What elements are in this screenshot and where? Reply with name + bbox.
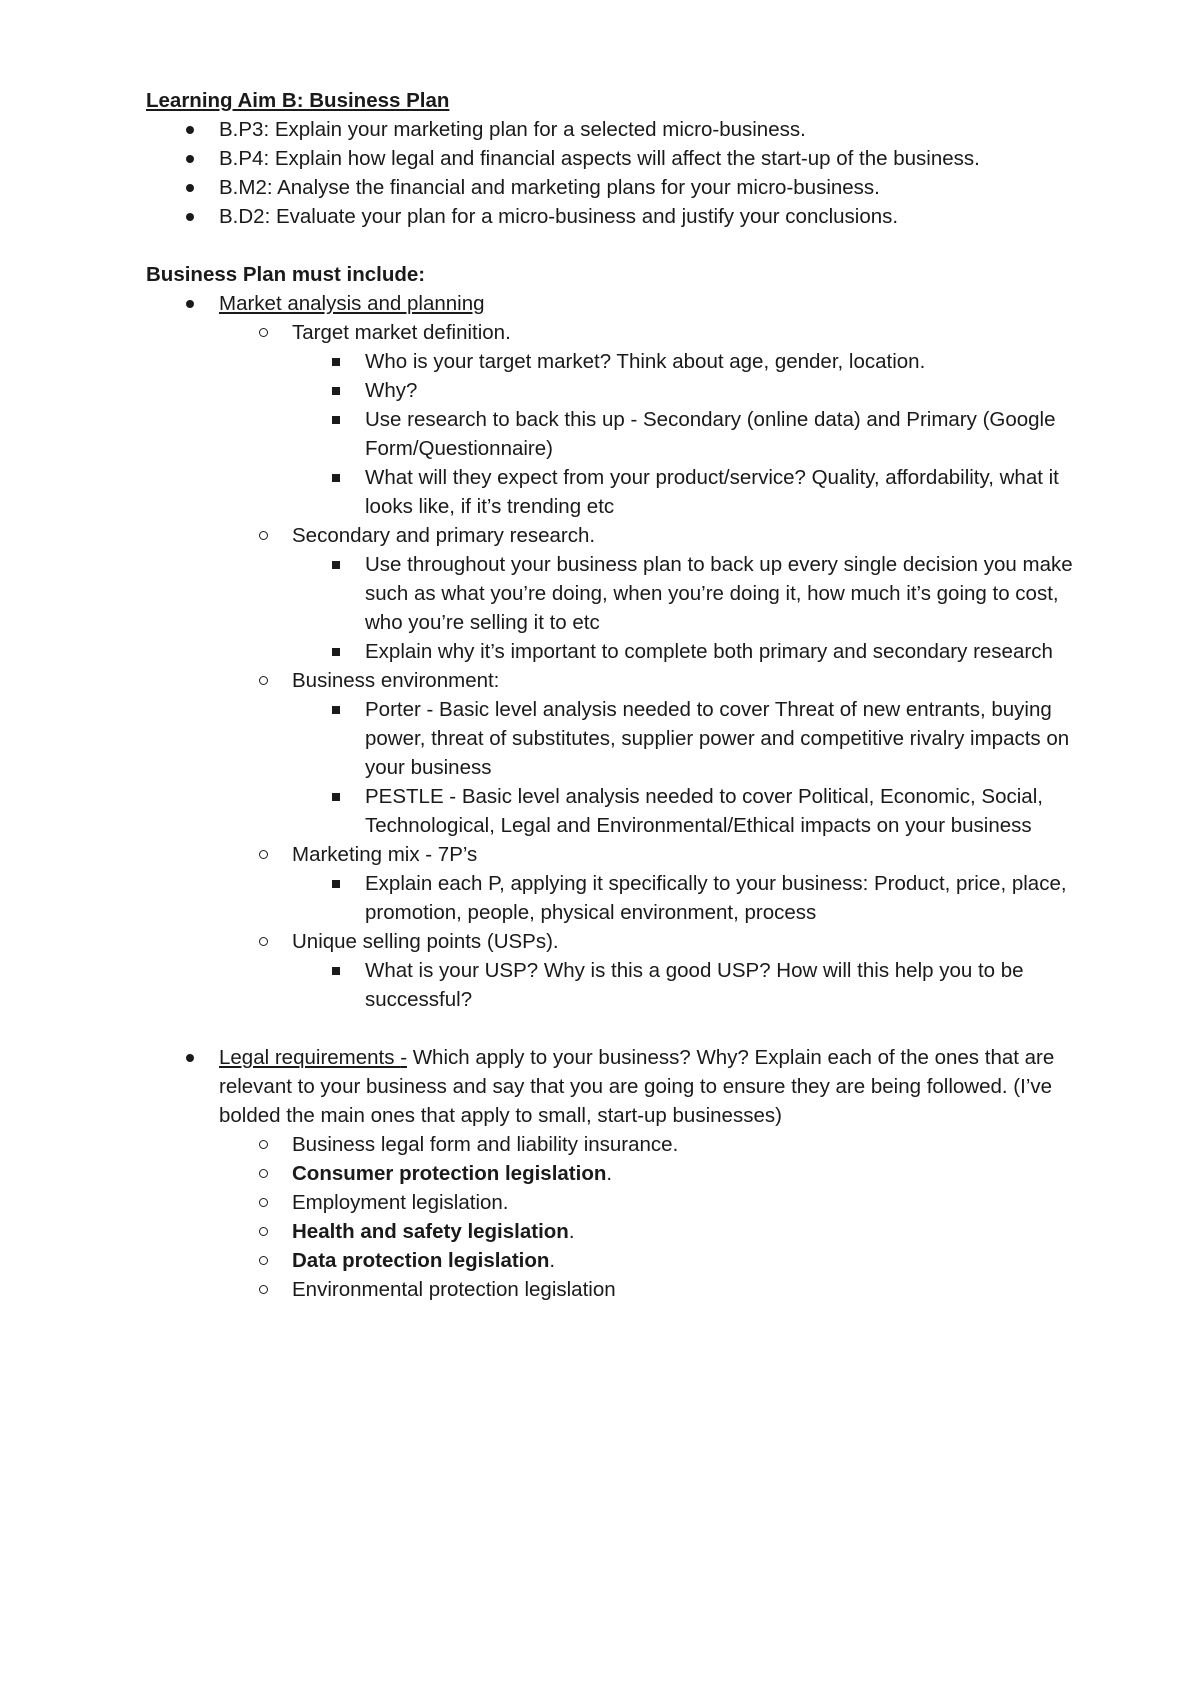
environment-point-text: Porter - Basic level analysis needed to cover Threat of new entrants, buying power, threat of substitutes, supplier power and competitive rivalry impacts on your business	[365, 698, 1070, 779]
bullet-circle-icon	[255, 1188, 271, 1217]
environment-item	[146, 666, 1076, 695]
target-point-text: Why?	[365, 379, 418, 402]
bullet-circle-icon	[255, 1246, 271, 1275]
legal-item-suffix: .	[606, 1162, 613, 1185]
target-point	[146, 347, 1076, 376]
research-point	[146, 637, 1076, 666]
bullet-square-icon	[328, 869, 344, 898]
bullet-circle-icon	[255, 666, 271, 695]
mix-point	[146, 869, 1076, 927]
aim-item	[146, 202, 1076, 231]
mix-item	[146, 840, 1076, 869]
bullet-square-icon	[328, 463, 344, 492]
environment-point-text: PESTLE - Basic level analysis needed to cover Political, Economic, Social, Technological, Legal and Environmental/Ethical impacts on your business	[365, 785, 1043, 837]
research-item	[146, 521, 1076, 550]
target-point-text: Who is your target market? Think about age, gender, location.	[365, 350, 926, 373]
plan-title: Business Plan must include:	[146, 263, 426, 286]
legal-item-text: Business legal form and liability insurance.	[292, 1133, 679, 1156]
bullet-square-icon	[328, 782, 344, 811]
legal-item	[146, 1130, 1076, 1159]
aim-item	[146, 144, 1076, 173]
target-point-text: What will they expect from your product/service? Quality, affordability, what it looks like, if it’s trending etc	[365, 466, 1059, 518]
usp-point	[146, 956, 1076, 1014]
bullet-dot-icon	[182, 173, 198, 202]
research-label: Secondary and primary research.	[292, 524, 596, 547]
aim-item	[146, 173, 1076, 202]
legal-label: Legal requirements	[219, 1046, 401, 1069]
mix-label: Marketing mix - 7P’s	[292, 843, 478, 866]
market-section	[146, 289, 1076, 318]
legal-item	[146, 1217, 1076, 1246]
legal-item	[146, 1246, 1076, 1275]
legal-item-suffix: .	[568, 1220, 575, 1243]
target-point	[146, 376, 1076, 405]
bullet-square-icon	[328, 956, 344, 985]
usp-label: Unique selling points (USPs).	[292, 930, 559, 953]
aim-item	[146, 115, 1076, 144]
bullet-square-icon	[328, 550, 344, 579]
aim-item-text: B.M2: Analyse the financial and marketing plans for your micro-business.	[219, 176, 880, 199]
aim-title: Learning Aim B: Business Plan	[146, 89, 450, 112]
document-page	[146, 86, 1076, 1304]
aim-item-text: B.P4: Explain how legal and financial aspects will affect the start-up of the business.	[219, 147, 980, 170]
spacer	[146, 231, 1076, 260]
legal-item	[146, 1188, 1076, 1217]
legal-section	[146, 1043, 1076, 1130]
bullet-dot-icon	[182, 1043, 198, 1072]
legal-item-text: Environmental protection legislation	[292, 1278, 616, 1301]
research-point-text: Use throughout your business plan to back up every single decision you make such as what you’re doing, when you’re doing it, how much it’s going to cost, who you’re selling it to etc	[365, 553, 1073, 634]
market-label: Market analysis and planning	[219, 292, 485, 315]
bullet-circle-icon	[255, 840, 271, 869]
bullet-square-icon	[328, 637, 344, 666]
aim-item-text: B.D2: Evaluate your plan for a micro-business and justify your conclusions.	[219, 205, 899, 228]
environment-point	[146, 782, 1076, 840]
target-market-label: Target market definition.	[292, 321, 511, 344]
research-point	[146, 550, 1076, 637]
bullet-dot-icon	[182, 202, 198, 231]
bullet-square-icon	[328, 347, 344, 376]
environment-point	[146, 695, 1076, 782]
bullet-square-icon	[328, 695, 344, 724]
legal-item-text: Employment legislation.	[292, 1191, 509, 1214]
bullet-circle-icon	[255, 1275, 271, 1304]
bullet-dot-icon	[182, 289, 198, 318]
legal-item-text: Data protection legislation	[292, 1249, 550, 1272]
bullet-dot-icon	[182, 144, 198, 173]
usp-point-text: What is your USP? Why is this a good USP? How will this help you to be successful?	[365, 959, 1024, 1011]
bullet-circle-icon	[255, 1217, 271, 1246]
legal-item	[146, 1159, 1076, 1188]
aim-item-text: B.P3: Explain your marketing plan for a selected micro-business.	[219, 118, 806, 141]
bullet-dot-icon	[182, 115, 198, 144]
target-point-text: Use research to back this up - Secondary (online data) and Primary (Google Form/Questionnaire)	[365, 408, 1056, 460]
legal-item	[146, 1275, 1076, 1304]
bullet-square-icon	[328, 405, 344, 434]
legal-dash: -	[400, 1046, 408, 1069]
legal-item-text: Health and safety legislation	[292, 1220, 569, 1243]
legal-text: Which apply to your business? Why? Explain each of the ones that are relevant to your business and say that you are going to ensure they are being followed. (I’ve bolded the main ones that apply to small, start-up businesses)	[219, 1046, 1055, 1127]
target-point	[146, 463, 1076, 521]
usp-item	[146, 927, 1076, 956]
environment-label: Business environment:	[292, 669, 500, 692]
legal-item-text: Consumer protection legislation	[292, 1162, 607, 1185]
bullet-circle-icon	[255, 318, 271, 347]
research-point-text: Explain why it’s important to complete both primary and secondary research	[365, 640, 1053, 663]
legal-item-suffix: .	[549, 1249, 556, 1272]
bullet-circle-icon	[255, 521, 271, 550]
bullet-circle-icon	[255, 1130, 271, 1159]
bullet-circle-icon	[255, 927, 271, 956]
mix-point-text: Explain each P, applying it specifically to your business: Product, price, place, promotion, people, physical environment, process	[365, 872, 1067, 924]
spacer	[146, 1014, 1076, 1043]
target-point	[146, 405, 1076, 463]
target-market-item	[146, 318, 1076, 347]
bullet-square-icon	[328, 376, 344, 405]
bullet-circle-icon	[255, 1159, 271, 1188]
